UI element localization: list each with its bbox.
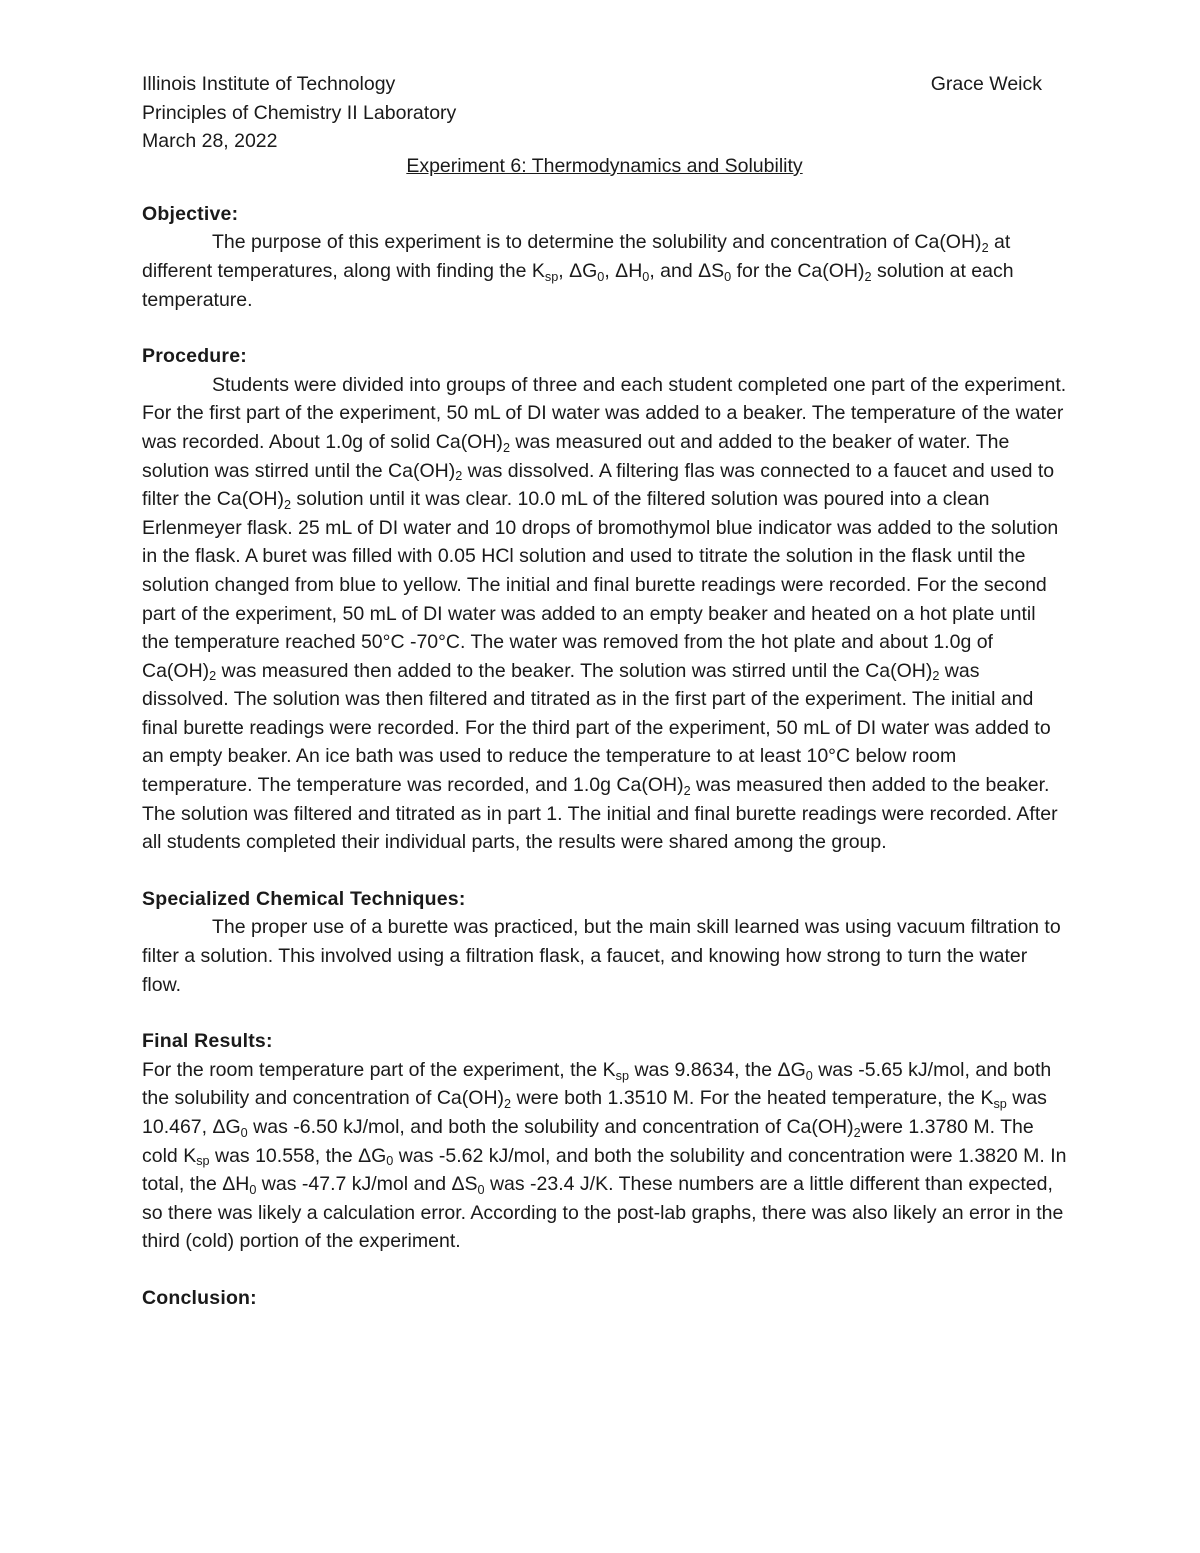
techniques-heading: Specialized Chemical Techniques: <box>142 887 466 910</box>
results-text: For the room temperature part of the experiment, the $K_{sp}$ was 9.8634, the $\Delta G_0$ was -5.65 kJ/mol, and both the solubility and concentration of $Ca(OH)_2$ were both 1.3510 M. For the heated temperature, the $K_{sp}$ was 10.467, $\Delta G_0$ was -6.50 kJ/mol, and both the solubility and concentration of $Ca(OH)_2were$ 1.3780 M. The cold $K_{sp}$ was 10.558, the $\Delta G_0$ was -5.62 kJ/mol, and both the solubility and concentration were 1.3820 M. In total, the $\Delta H_0$ was -47.7 kJ/mol and $\Delta S_0$ was -23.4 J/K. These numbers are a little different than expected, so there was likely a calculation error. According to the post-lab graphs, there was also likely an error in the third (cold) portion of the experiment. <box>142 1058 1067 1253</box>
report-title: Experiment 6: Thermodynamics and Solubility <box>406 154 803 177</box>
conclusion-heading: Conclusion: <box>142 1286 257 1309</box>
report-date: March 28, 2022 <box>142 130 278 153</box>
techniques-text: The proper use of a burette was practiced, but the main skill learned was using vacuum filtration to filter a solution. This involved using a filtration flask, a faucet, and knowing how strong to turn the water flow. <box>142 916 1061 996</box>
objective-heading: Objective: <box>142 202 239 225</box>
techniques-section <box>142 885 1067 999</box>
results-heading: Final Results: <box>142 1030 273 1053</box>
objective-section <box>142 200 1067 314</box>
objective-text: The purpose of this experiment is to determine the solubility and concentration of $Ca(OH)_2$ at different temperatures, along with finding the $K_{sp}$, $\Delta G_0$, $\Delta H_0$, and $\Delta S_0$ for the $Ca(OH)_2$ solution at each temperature. <box>142 231 1014 311</box>
results-section <box>142 1027 1067 1256</box>
document-body <box>142 70 1067 1313</box>
institution-name: Illinois Institute of Technology <box>142 73 396 95</box>
procedure-heading: Procedure: <box>142 345 247 368</box>
conclusion-section <box>142 1284 1067 1313</box>
course-name: Principles of Chemistry II Laboratory <box>142 101 457 124</box>
header-row <box>142 70 1067 99</box>
procedure-section <box>142 342 1067 857</box>
author-name: Grace Weick <box>930 73 1042 95</box>
procedure-text: Students were divided into groups of three and each student completed one part of the experiment. For the first part of the experiment, 50 mL of DI water was added to a beaker. The temperature of the water was recorded. About 1.0g of solid $Ca(OH)_2$ was measured out and added to the beaker of water. The solution was stirred until the $Ca(OH)_2$ was dissolved. A filtering flas was connected to a faucet and used to filter the $Ca(OH)_2$ solution until it was clear. 10.0 mL of the filtered solution was poured into a clean Erlenmeyer flask. 25 mL of DI water and 10 drops of bromothymol blue indicator was added to the solution in the flask. A buret was filled with 0.05 HCl solution and used to titrate the solution in the flask until the solution changed from blue to yellow. The initial and final burette readings were recorded. For the second part of the experiment, 50 mL of DI water was added to an empty beaker and heated on a hot plate until the temperature reached 50°C -70°C. The water was removed from the hot plate and about 1.0g of $Ca(OH)_2$ was measured then added to the beaker. The solution was stirred until the $Ca(OH)_2$ was dissolved. The solution was then filtered and titrated as in the first part of the experiment. The initial and final burette readings were recorded. For the third part of the experiment, 50 mL of DI water was added to an empty beaker. An ice bath was used to reduce the temperature to at least 10°C below room temperature. The temperature was recorded, and 1.0g $Ca(OH)_2$ was measured then added to the beaker. The solution was filtered and titrated as in part 1. The initial and final burette readings were recorded. After all students completed their individual parts, the results were shared among the group. <box>142 373 1067 854</box>
